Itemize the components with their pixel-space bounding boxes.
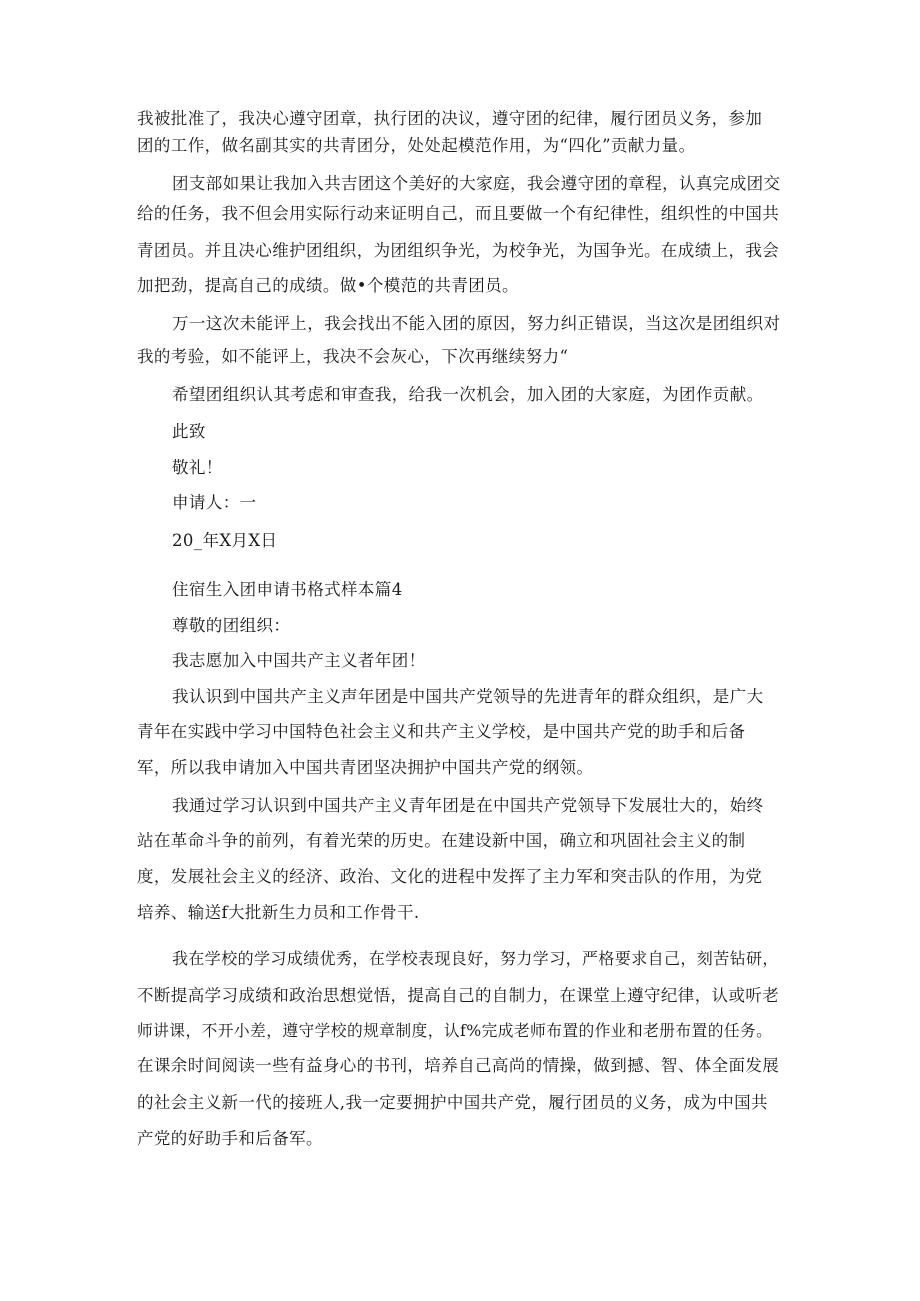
text-line: 军，所以我申请加入中国共青团坚决拥护中国共产党的纲领。 [137,758,594,777]
text-line: 产党的好助手和后备军。 [137,1129,323,1148]
text-line: 我通过学习认识到中国共产主义青年团是在中国共产党领导下发展壮大的，始终 [172,796,764,815]
text-line: 我被批准了，我决心遵守团章，执行团的决议，遵守团的纪律，履行团员义务，参加 [137,109,763,128]
section-heading: 住宿生入团申请书格式样本篇4 [172,580,403,599]
text-line: 在课余时间阅读一些有益身心的书刊，培养自己高尚的情操，做到撼、智、体全面发展 [137,1056,780,1075]
text-line: 敬礼！ [172,458,223,477]
text-line: 万一这次未能评上，我会找出不能入团的原因，努力纠正错误，当这次是团组织对 [172,314,781,333]
text-line: 希望团组织认其考虑和审查我，给我一次机会，加入团的大家庭，为团作贡献。 [172,385,764,404]
text-line: 青年在实践中学习中国特色社会主义和共产主义学校，是中国共产党的助手和后备 [137,722,746,741]
text-line: 团支部如果让我加入共吉团这个美好的大家庭，我会遵守团的章程，认真完成团交 [172,174,781,193]
text-line: 不断提高学习成绩和政治思想觉悟，提高自己的自制力，在课堂上遵守纪律，认或听老 [137,986,780,1005]
text-line: 青团员。并且决心维护团组织，为团组织争光，为校争光，为国争光。在成绩上，我会 [137,241,780,260]
text-line: 度，发展社会主义的经济、政治、文化的进程中发挥了主力军和突击队的作用，为党 [137,867,763,886]
text-line: 培养、输送f大批新生力员和工作骨干. [137,903,420,922]
text-line: 站在革命斗争的前列，有着光荣的历史。在建设新中国，确立和巩固社会主义的制 [137,831,746,850]
text-line: 我的考验，如不能评上，我决不会灰心，下次再继续努力“ [137,347,569,366]
text-line: 我认识到中国共产主义声年团是中国共产党领导的先进青年的群众组织，是广大 [172,687,764,706]
text-line: 师讲课，不开小差，遵守学校的规章制度，认f%完成老师布置的作业和老册布置的任务。 [137,1021,773,1040]
text-line: 此致 [172,422,206,441]
text-line: 申请人：一 [172,493,257,512]
text-line: 20_年X月X日 [172,531,278,550]
text-line: 加把劲，提高自己的成绩。做•个模范的共青团员。 [137,276,519,295]
text-line: 我志愿加入中国共产主义者年团！ [172,651,426,670]
text-line: 我在学校的学习成绩优秀，在学校表现良好，努力学习，严格要求自己，刻苦钻研， [172,949,779,968]
salutation: 尊敬的团组织： [172,616,291,635]
text-line: 团的工作，做名副其实的共青团分，处处起模范作用，为“四化”贡献力量。 [137,136,696,155]
text-line: 的社会主义新一代的接班人,我一定要拥护中国共产党，履行团员的义务，成为中国共 [137,1093,768,1112]
text-line: 给的任务，我不但会用实际行动来证明自己，而且要做一个有纪律性，组织性的中国共 [137,204,780,223]
